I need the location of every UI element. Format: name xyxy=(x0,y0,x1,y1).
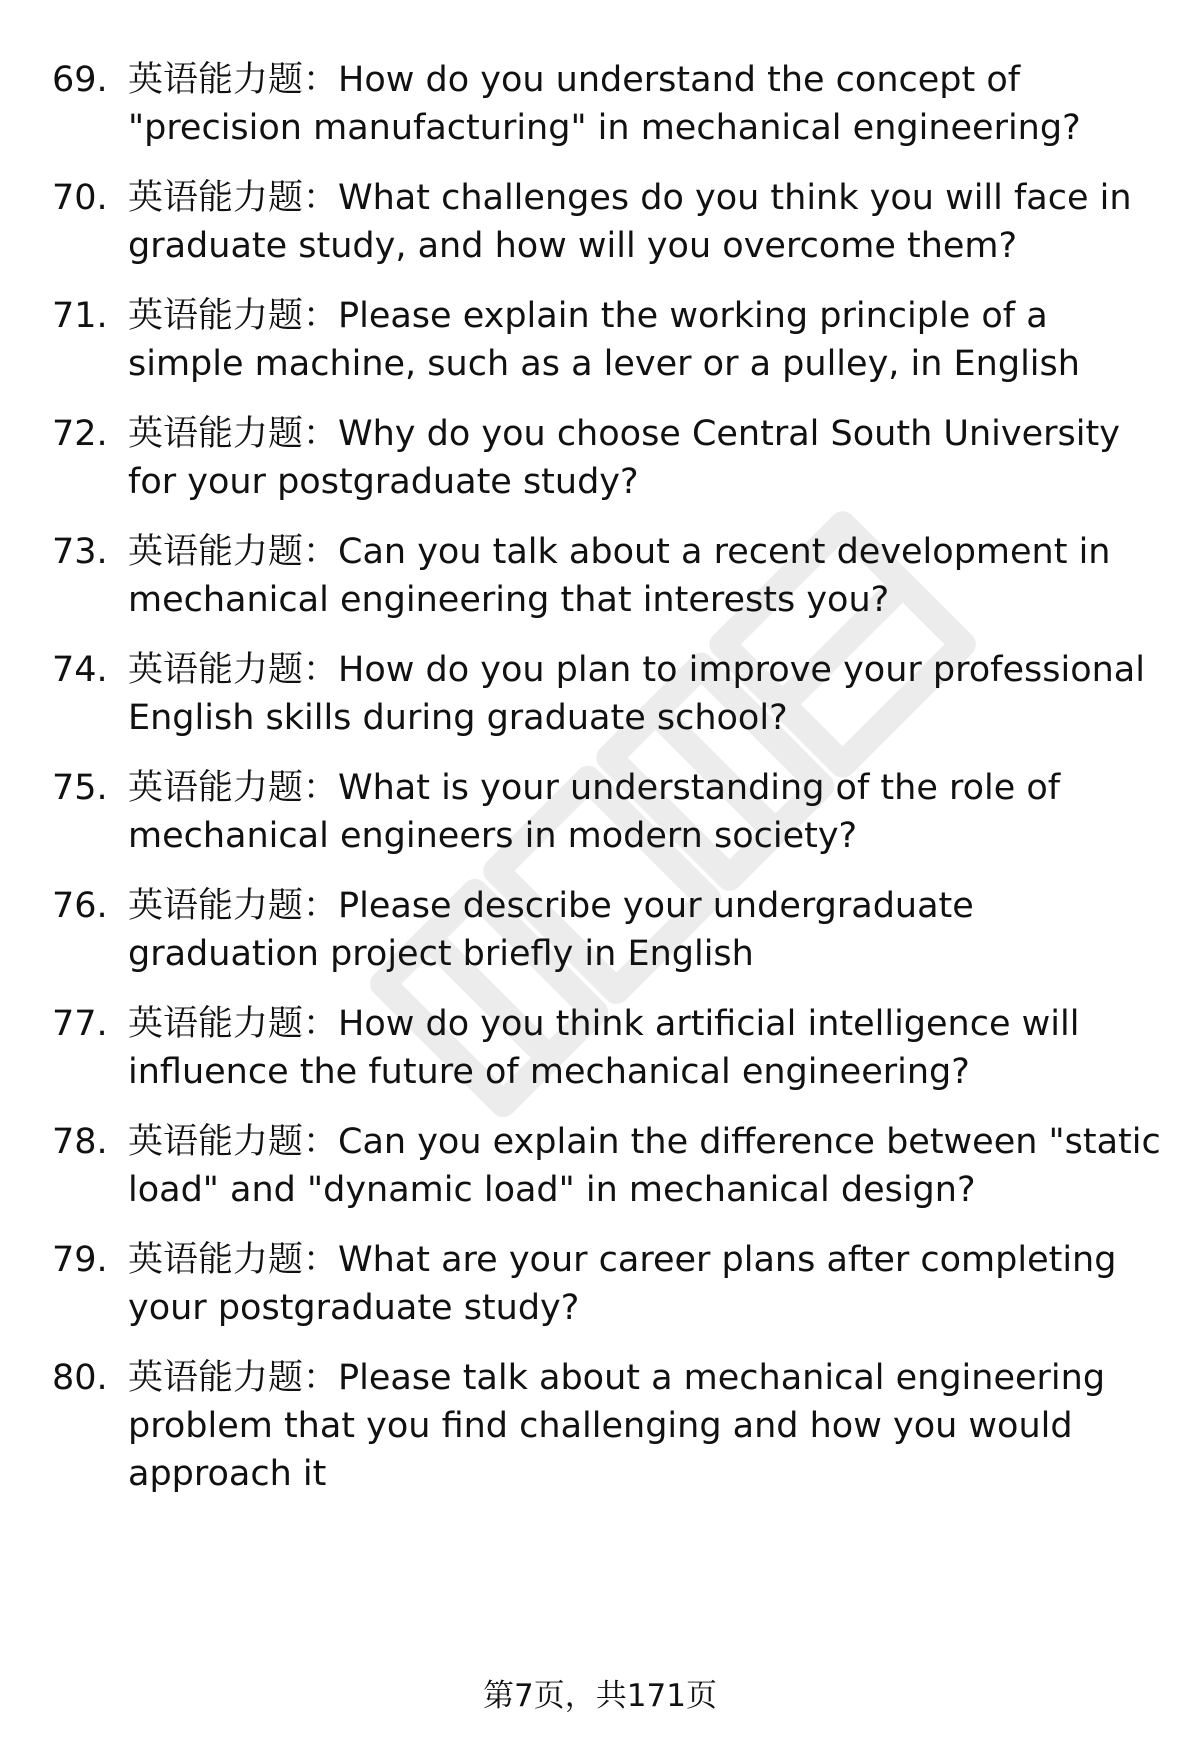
question-text xyxy=(128,410,1180,506)
question-number: 72. xyxy=(52,414,108,454)
question-text-line: "precision manufacturing" in mechanical engineering? xyxy=(128,108,1081,148)
question-text-line: problem that you find challenging and how you would xyxy=(128,1406,1073,1446)
question-text xyxy=(128,1000,1180,1096)
question-number: 71. xyxy=(52,296,108,336)
question-text xyxy=(128,528,1180,624)
question-text-line: 英语能力题：How do you think artificial intelligence will xyxy=(128,1004,1080,1044)
question-number: 79. xyxy=(52,1240,108,1280)
question-text-line: 英语能力题：Please talk about a mechanical engineering xyxy=(128,1358,1106,1398)
question-text xyxy=(128,292,1180,388)
question-text xyxy=(128,1354,1180,1498)
question-number: 73. xyxy=(52,532,108,572)
question-text xyxy=(128,646,1180,742)
question-text-line: mechanical engineers in modern society? xyxy=(128,816,858,856)
question-text xyxy=(128,174,1180,270)
question-text-line: load" and "dynamic load" in mechanical design? xyxy=(128,1170,976,1210)
question-text-line: 英语能力题：What are your career plans after completing xyxy=(128,1240,1117,1280)
question-text xyxy=(128,1118,1180,1214)
question-number: 80. xyxy=(52,1358,108,1398)
question-text-line: graduate study, and how will you overcome them? xyxy=(128,226,1018,266)
question-number: 77. xyxy=(52,1004,108,1044)
question-text-line: 英语能力题：How do you understand the concept of xyxy=(128,60,1021,100)
question-text-line: approach it xyxy=(128,1454,327,1494)
question-text xyxy=(128,56,1180,152)
question-text xyxy=(128,882,1180,978)
question-text-line: 英语能力题：What is your understanding of the role of xyxy=(128,768,1061,808)
question-number: 70. xyxy=(52,178,108,218)
page-number-footer: 第7页，共171页 xyxy=(483,1678,717,1714)
question-text-line: 英语能力题：Can you explain the difference between "static xyxy=(128,1122,1161,1162)
question-text-line: influence the future of mechanical engineering? xyxy=(128,1052,970,1092)
question-text xyxy=(128,764,1180,860)
question-number: 76. xyxy=(52,886,108,926)
question-number: 74. xyxy=(52,650,108,690)
question-text-line: 英语能力题：Why do you choose Central South University xyxy=(128,414,1120,454)
question-text-line: your postgraduate study? xyxy=(128,1288,580,1328)
question-text-line: simple machine, such as a lever or a pulley, in English xyxy=(128,344,1080,384)
question-number: 78. xyxy=(52,1122,108,1162)
question-number: 69. xyxy=(52,60,108,100)
question-text-line: 英语能力题：What challenges do you think you will face in xyxy=(128,178,1132,218)
question-text-line: 英语能力题：Please explain the working principle of a xyxy=(128,296,1048,336)
question-text-line: 英语能力题：Can you talk about a recent development in xyxy=(128,532,1111,572)
question-text-line: for your postgraduate study? xyxy=(128,462,639,502)
question-text-line: mechanical engineering that interests you? xyxy=(128,580,890,620)
question-text-line: 英语能力题：Please describe your undergraduate xyxy=(128,886,974,926)
question-number: 75. xyxy=(52,768,108,808)
question-text-line: 英语能力题：How do you plan to improve your professional xyxy=(128,650,1145,690)
question-text xyxy=(128,1236,1180,1332)
question-text-line: graduation project briefly in English xyxy=(128,934,754,974)
question-text-line: English skills during graduate school? xyxy=(128,698,788,738)
